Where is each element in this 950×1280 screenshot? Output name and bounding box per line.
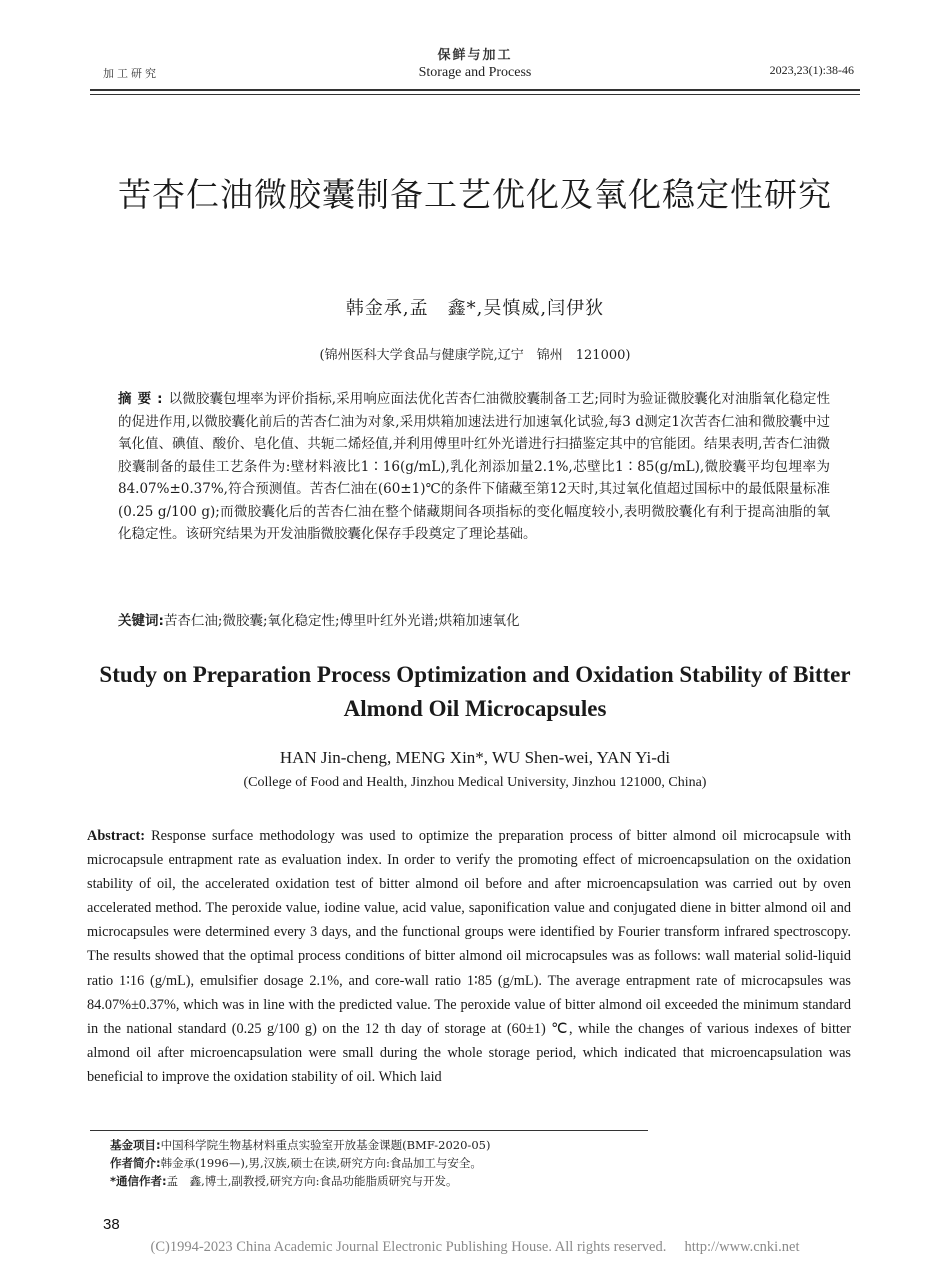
footnote-label: *通信作者:	[110, 1174, 167, 1188]
footnote-text: 韩金承(1996—),男,汉族,硕士在读,研究方向:食品加工与安全。	[160, 1156, 482, 1170]
abstract-cn-label: 摘要:	[118, 391, 169, 407]
page-number: 38	[103, 1216, 120, 1233]
journal-name-cn: 保鲜与加工	[437, 48, 513, 63]
footnote-author-bio	[110, 1154, 490, 1172]
authors-en: HAN Jin-cheng, MENG Xin*, WU Shen-wei, YAN Yi-di	[279, 748, 671, 767]
abstract-en-label: Abstract:	[87, 828, 145, 844]
footnote-corresponding	[110, 1172, 490, 1190]
keywords-cn-label: 关键词:	[118, 613, 164, 629]
copyright-watermark: (C)1994-2023 China Academic Journal Electronic Publishing House. All rights reserved. http://www.cnki.net	[150, 1239, 800, 1255]
running-head-section: 加工研究	[103, 67, 159, 80]
paper-title-en: Study on Preparation Process Optimization and Oxidation Stability of Bitter Almond Oil Microcapsules	[99, 662, 851, 721]
abstract-cn	[118, 388, 830, 546]
footnote-funding	[110, 1136, 490, 1154]
journal-name-en: Storage and Process	[418, 65, 532, 80]
authors-cn: 韩金承,孟 鑫*,吴慎威,闫伊狄	[345, 298, 605, 319]
keywords-cn	[118, 610, 830, 632]
paper-title-cn: 苦杏仁油微胶囊制备工艺优化及氧化稳定性研究	[118, 175, 832, 214]
abstract-en	[87, 824, 851, 1089]
keywords-cn-text: 苦杏仁油;微胶囊;氧化稳定性;傅里叶红外光谱;烘箱加速氧化	[163, 613, 520, 629]
header-rule-thick	[90, 89, 860, 91]
footnote-text: 中国科学院生物基材料重点实验室开放基金课题(BMF-2020-05)	[160, 1138, 491, 1152]
affiliation-en: (College of Food and Health, Jinzhou Medical University, Jinzhou 121000, China)	[243, 775, 707, 790]
abstract-cn-text: 以微胶囊包埋率为评价指标,采用响应面法优化苦杏仁油微胶囊制备工艺;同时为验证微胶囊化对油脂氧化稳定性的促进作用,以微胶囊化前后的苦杏仁油为对象,采用烘箱加速法进行加速氧化试验,每3 d测定1次苦杏仁油和微胶囊中过氧化值、碘值、酸价、皂化值、共轭二烯烃值,并利用傅里叶红外光谱进行扫描鉴定其中的官能团。结果表明,苦杏仁油微胶囊制备的最佳工艺条件为:壁材料液比1∶16(g/mL),乳化剂添加量2.1%,芯壁比1∶85(g/mL),微胶囊平均包埋率为84.07%±0.37%,符合预测值。苦杏仁油在(60±1)℃的条件下储藏至第12天时,其过氧化值超过国标中的最低限量标准(0.25 g/100 g);而微胶囊化后的苦杏仁油在整个储藏期间各项指标的变化幅度较小,表明微胶囊化有利于提高油脂的氧化稳定性。该研究结果为开发油脂微胶囊化保存手段奠定了理论基础。	[118, 391, 830, 542]
header-rule-thin	[90, 94, 860, 95]
footnote-label: 作者简介:	[110, 1156, 161, 1170]
abstract-en-text: Response surface methodology was used to optimize the preparation process of bitter almond oil microcapsule with microcapsule entrapment rate as evaluation index. In order to verify the promoting effect of microencapsulation on the oxidation stability of oil, the accelerated oxidation test of bitter almond oil before and after microencapsulation was carried out by oven accelerated method. The peroxide value, iodine value, acid value, saponification value and conjugated diene in bitter almond oil and microcapsules were determined every 3 days, and the functional groups were identified by Fourier transform infrared spectroscopy. The results showed that the optimal process conditions of bitter almond oil microcapsules was as follows: wall material solid-liquid ratio 1∶16 (g/mL), emulsifier dosage 2.1%, and core-wall ratio 1∶85 (g/mL). The average entrapment rate of microcapsules was 84.07%±0.37%, which was in line with the predicted value. The peroxide value of bitter almond oil exceeded the minimum standard in the national standard (0.25 g/100 g) on the 12 th day of storage at (60±1) ℃, while the changes of various indexes of bitter almond oil after microencapsulation were small during the whole storage period, which indicated that microencapsulation was beneficial to improve the oxidation stability of oil. Which laid	[87, 828, 852, 1085]
footnote-rule	[90, 1130, 648, 1131]
citation-info: 2023,23(1):38-46	[769, 63, 854, 77]
footnote-text: 孟 鑫,博士,副教授,研究方向:食品功能脂质研究与开发。	[166, 1174, 458, 1188]
affiliation-cn: (锦州医科大学食品与健康学院,辽宁 锦州 121000)	[319, 348, 631, 363]
footnotes	[110, 1136, 490, 1190]
footnote-label: 基金项目:	[110, 1138, 161, 1152]
